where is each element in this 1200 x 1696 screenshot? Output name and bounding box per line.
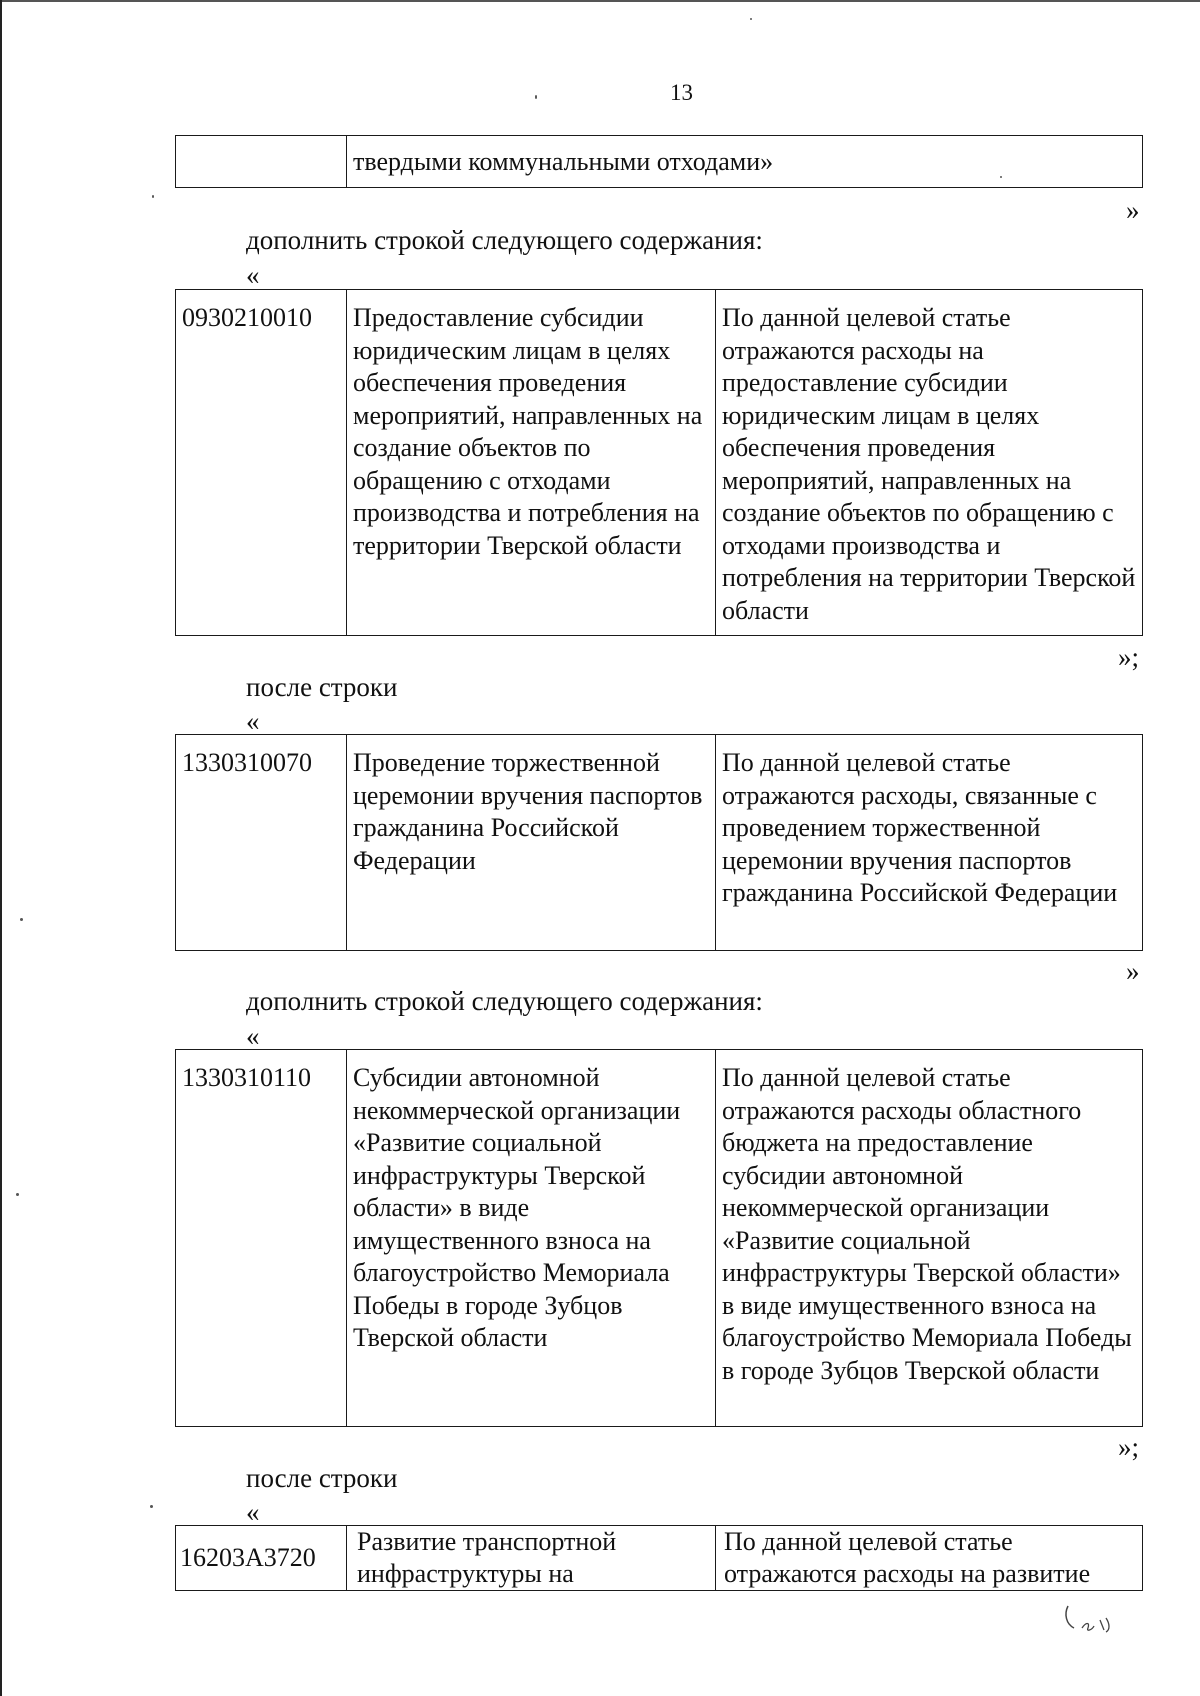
table-budget-row-2 [175, 734, 1143, 951]
table-cell-name: твердыми коммунальными отходами» [347, 136, 1143, 188]
scan-speck [750, 18, 752, 20]
table-row [176, 1526, 1143, 1591]
scan-speck [152, 195, 154, 198]
table-budget-row-4 [175, 1525, 1143, 1591]
table-cell-name: Развитие транспортной инфраструктуры на [347, 1526, 716, 1591]
table-cell-code [176, 136, 347, 188]
scan-speck [16, 1193, 19, 1196]
closing-quote: » [1126, 195, 1140, 225]
closing-quote: »; [1118, 1432, 1140, 1462]
table-cell-name: Проведение торжественной церемонии вручения паспортов гражданина Российской Федерации [347, 735, 716, 951]
table-cell-name: Предоставление субсидии юридическим лицам в целях обеспечения проведения мероприятий, направленных на создание объектов по обращению с отходами производства и потребления на территории Тверской области [347, 290, 716, 636]
table-cell-description: По данной целевой статье отражаются расходы на предоставление субсидии юридическим лицам в целях обеспечения проведения мероприятий, направленных на создание объектов по обращению с отходами производства и потребления на территории Тверской области [716, 290, 1143, 636]
table-row [176, 290, 1143, 636]
table-cell-description: По данной целевой статье отражаются расходы областного бюджета на предоставление субсидии автономной некоммерческой организации «Развитие социальной инфраструктуры Тверской области» в виде имущественного взноса на благоустройство Мемориала Победы в городе Зубцов Тверской области [716, 1050, 1143, 1427]
opening-quote: « [246, 260, 260, 290]
table-cell-code: 16203А3720 [176, 1526, 347, 1591]
table-budget-row-3 [175, 1049, 1143, 1427]
scan-speck [535, 95, 537, 99]
opening-quote: « [246, 706, 260, 736]
opening-quote: « [246, 1497, 260, 1527]
closing-quote: »; [1118, 642, 1140, 672]
instruction-text: дополнить строкой следующего содержания: [246, 225, 763, 255]
instruction-text: после строки [246, 672, 398, 702]
opening-quote: « [246, 1021, 260, 1051]
table-row [176, 735, 1143, 951]
table-cell-code: 1330310110 [176, 1050, 347, 1427]
table-row [176, 136, 1143, 188]
scan-speck [1000, 176, 1002, 178]
table-cell-description: По данной целевой статье отражаются расходы, связанные с проведением торжественной церемонии вручения паспортов гражданина Российской Федерации [716, 735, 1143, 951]
table-budget-row-1 [175, 289, 1143, 636]
handwritten-mark-icon [1060, 1600, 1130, 1640]
table-cell-name: Субсидии автономной некоммерческой организации «Развитие социальной инфраструктуры Тверской области» в виде имущественного взноса на благоустройство Мемориала Победы в городе Зубцов Тверской области [347, 1050, 716, 1427]
page-left-edge [0, 0, 2, 1696]
instruction-text: дополнить строкой следующего содержания: [246, 986, 763, 1016]
instruction-text: после строки [246, 1463, 398, 1493]
table-cell-code: 0930210010 [176, 290, 347, 636]
scan-speck [150, 1505, 153, 1508]
table-continuation [175, 135, 1143, 188]
table-cell-description: По данной целевой статье отражаются расходы на развитие [716, 1526, 1143, 1591]
scan-speck [20, 918, 23, 921]
table-row [176, 1050, 1143, 1427]
page-top-edge [0, 0, 1200, 2]
page-number: 13 [670, 80, 693, 105]
table-cell-code: 1330310070 [176, 735, 347, 951]
closing-quote: » [1126, 956, 1140, 986]
